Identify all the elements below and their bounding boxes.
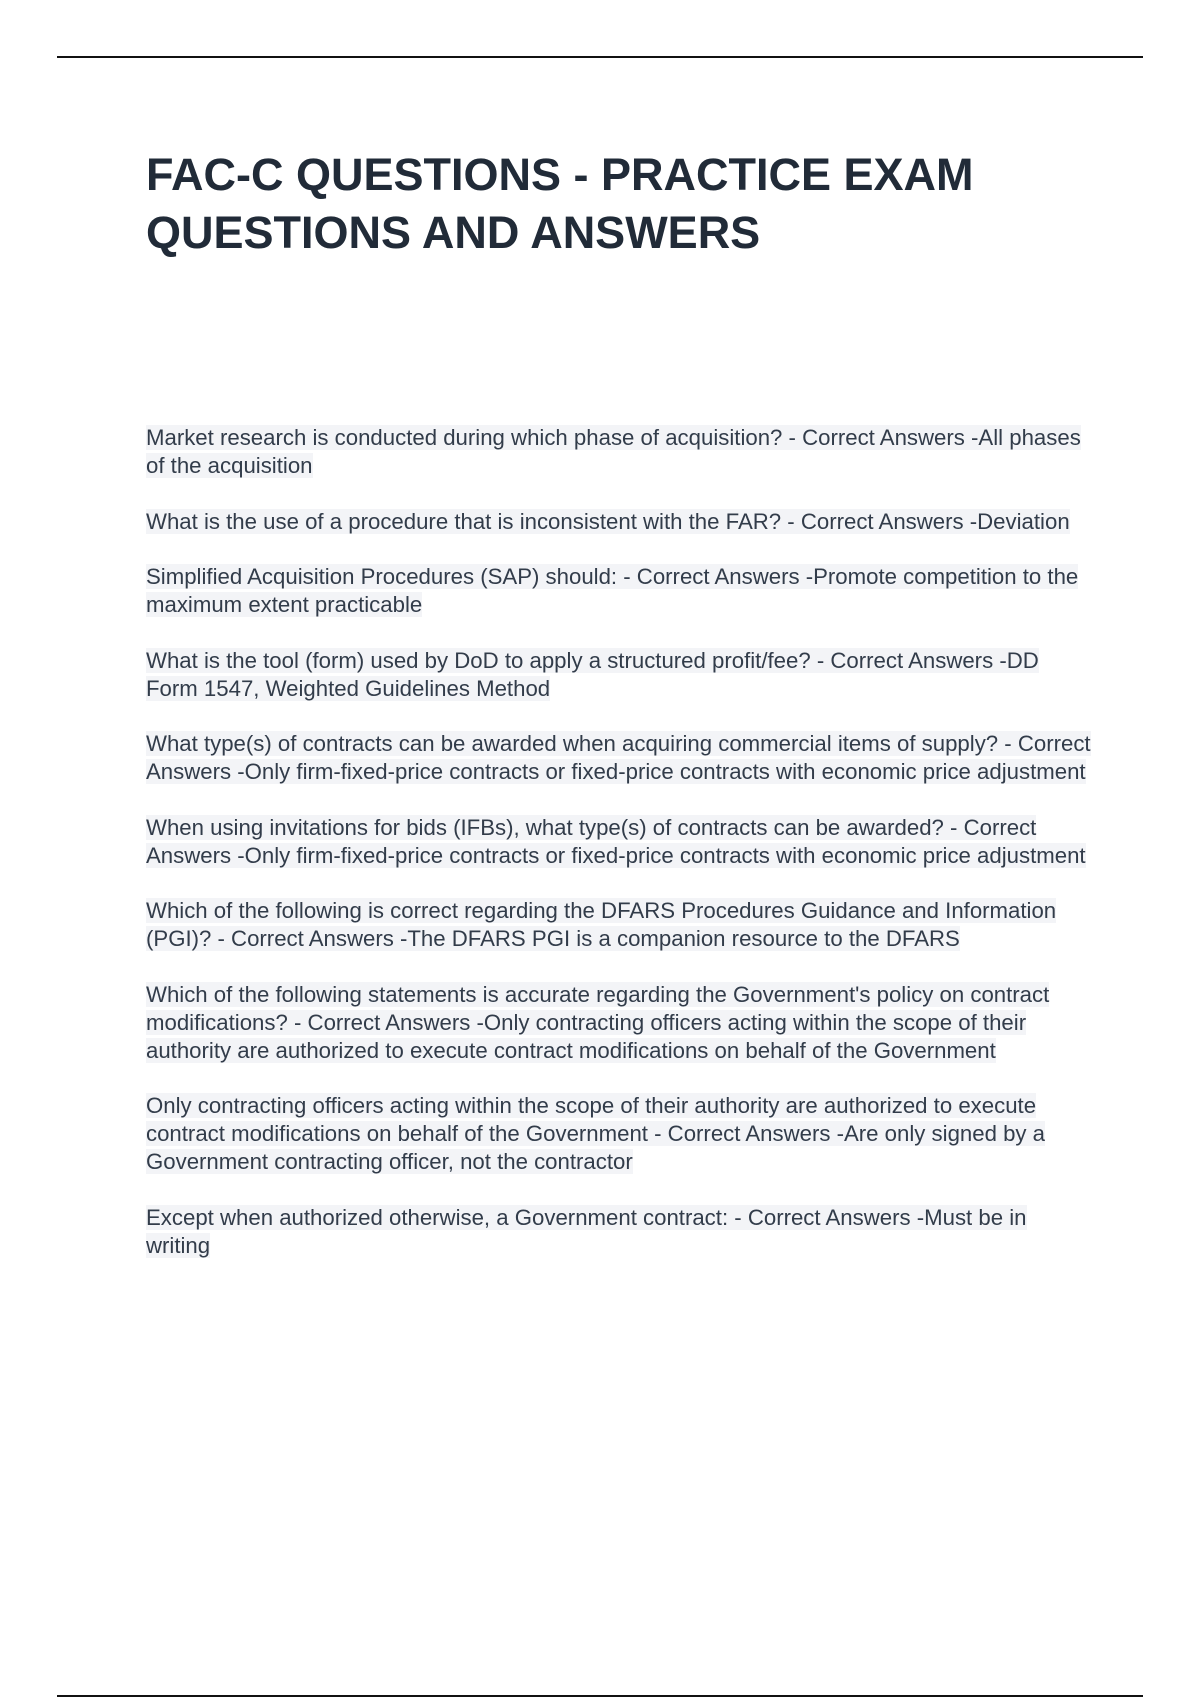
qa-list: [146, 424, 1096, 1287]
qa-text: What type(s) of contracts can be awarded when acquiring commercial items of supply? - Correct Answers -Only firm-fixed-price contracts or fixed-price contracts with economic price adjustment: [146, 731, 1091, 784]
qa-item: [146, 1092, 1096, 1176]
qa-item: [146, 424, 1096, 480]
qa-item: [146, 647, 1096, 703]
qa-text: What is the tool (form) used by DoD to apply a structured profit/fee? - Correct Answers -DD Form 1547, Weighted Guidelines Method: [146, 647, 1039, 701]
qa-item: [146, 981, 1096, 1065]
qa-text: Which of the following is correct regarding the DFARS Procedures Guidance and Information (PGI)? - Correct Answers -The DFARS PGI is a companion resource to the DFARS: [146, 898, 1057, 951]
qa-text: Only contracting officers acting within the scope of their authority are authorized to execute contract modifications on behalf of the Government - Correct Answers -Are only signed by a Government contracting officer, not the contractor: [146, 1093, 1046, 1174]
qa-text: Simplified Acquisition Procedures (SAP) should: - Correct Answers -Promote competition to the maximum extent practicable: [146, 564, 1079, 617]
qa-item: [146, 897, 1096, 953]
qa-text: When using invitations for bids (IFBs), what type(s) of contracts can be awarded? - Correct Answers -Only firm-fixed-price contracts or fixed-price contracts with economic price adjustment: [146, 814, 1086, 868]
bottom-rule: [57, 1695, 1143, 1697]
qa-text: Except when authorized otherwise, a Government contract: - Correct Answers -Must be in writing: [146, 1204, 1027, 1258]
qa-item: [146, 814, 1096, 870]
top-rule: [57, 56, 1143, 58]
qa-item: [146, 563, 1096, 619]
qa-text: Which of the following statements is accurate regarding the Government's policy on contract modifications? - Correct Answers -Only contracting officers acting within the scope of their authority are authorized to execute contract modifications on behalf of the Government: [146, 981, 1050, 1063]
qa-item: [146, 508, 1096, 536]
qa-text: Market research is conducted during which phase of acquisition? - Correct Answers -All phases of the acquisition: [146, 425, 1081, 478]
document-title: FAC-C QUESTIONS - PRACTICE EXAM QUESTIONS AND ANSWERS: [146, 149, 974, 258]
qa-item: [146, 730, 1096, 786]
qa-text: What is the use of a procedure that is inconsistent with the FAR? - Correct Answers -Deviation: [146, 508, 1070, 534]
qa-item: [146, 1204, 1096, 1260]
